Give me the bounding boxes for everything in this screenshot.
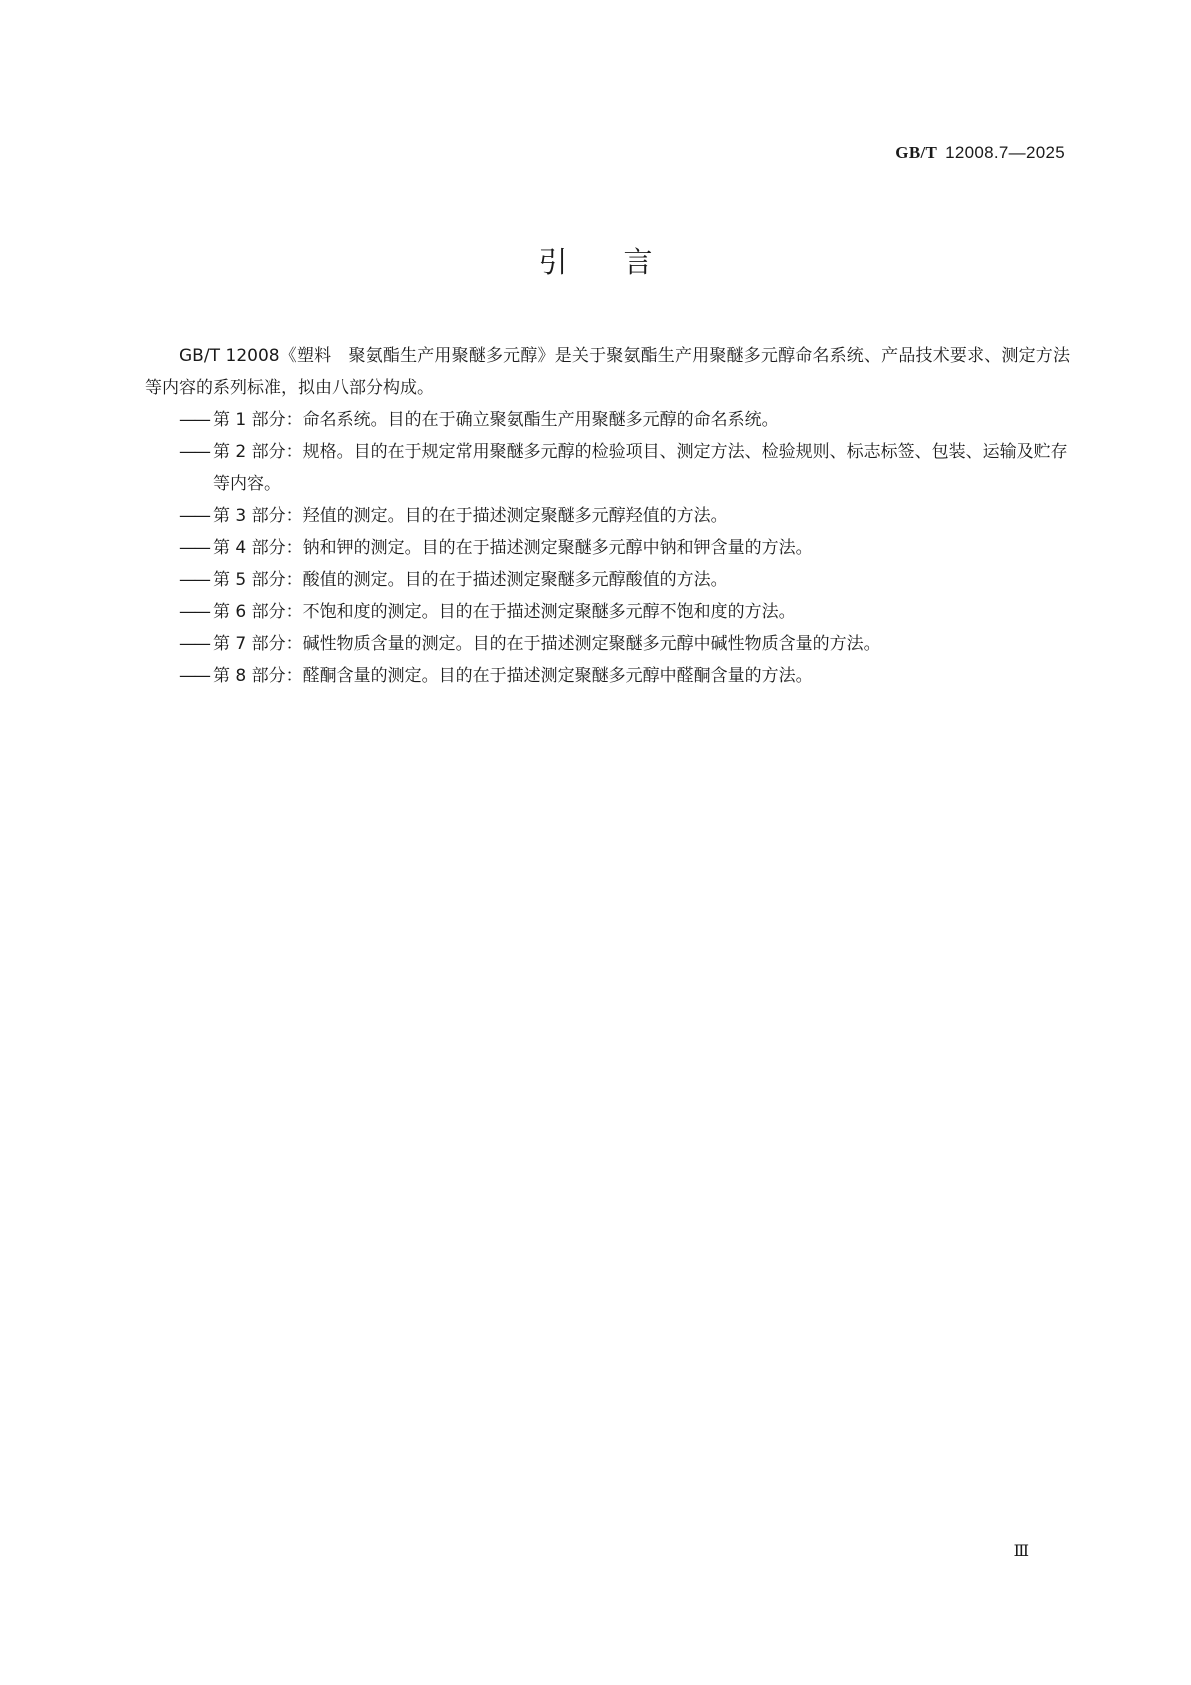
list-dash: —— [179, 570, 209, 590]
list-dash: —— [179, 538, 209, 558]
standard-code [895, 143, 1065, 163]
list-dash: —— [179, 666, 209, 686]
list-item [145, 564, 1070, 596]
list-item [145, 596, 1070, 628]
list-item [145, 404, 1070, 436]
list-item-text: 第 3 部分：羟值的测定。目的在于描述测定聚醚多元醇羟值的方法。 [213, 506, 728, 526]
list-dash: —— [179, 506, 209, 526]
list-item [145, 660, 1070, 692]
list-item-text: 第 5 部分：酸值的测定。目的在于描述测定聚醚多元醇酸值的方法。 [213, 570, 728, 590]
intro-paragraph: GB/T 12008《塑料 聚氨酯生产用聚醚多元醇》是关于聚氨酯生产用聚醚多元醇命名系统、产品技术要求、测定方法等内容的系列标准，拟由八部分构成。 [145, 346, 1070, 398]
list-dash: —— [179, 634, 209, 654]
document-body [145, 340, 1070, 692]
list-item [145, 436, 1070, 500]
list-dash: —— [179, 442, 209, 462]
list-item-text: 第 4 部分：钠和钾的测定。目的在于描述测定聚醚多元醇中钠和钾含量的方法。 [213, 538, 813, 558]
list-item [145, 628, 1070, 660]
list-item-text: 第 1 部分：命名系统。目的在于确立聚氨酯生产用聚醚多元醇的命名系统。 [213, 410, 779, 430]
standard-prefix: GB/T [895, 143, 938, 162]
list-item-text: 第 8 部分：醛酮含量的测定。目的在于描述测定聚醚多元醇中醛酮含量的方法。 [213, 666, 813, 686]
page-number: Ⅲ [1013, 1541, 1029, 1560]
parts-list [145, 404, 1070, 692]
list-item [145, 532, 1070, 564]
list-item-text: 第 6 部分：不饱和度的测定。目的在于描述测定聚醚多元醇不饱和度的方法。 [213, 602, 796, 622]
list-item-text: 第 7 部分：碱性物质含量的测定。目的在于描述测定聚醚多元醇中碱性物质含量的方法。 [213, 634, 881, 654]
list-item [145, 500, 1070, 532]
list-dash: —— [179, 602, 209, 622]
page-title: 引言 [538, 245, 709, 279]
list-dash: —— [179, 410, 209, 430]
list-item-text: 第 2 部分：规格。目的在于规定常用聚醚多元醇的检验项目、测定方法、检验规则、标志标签、包装、运输及贮存等内容。 [213, 442, 1068, 494]
standard-number: 12008.7—2025 [945, 143, 1065, 162]
